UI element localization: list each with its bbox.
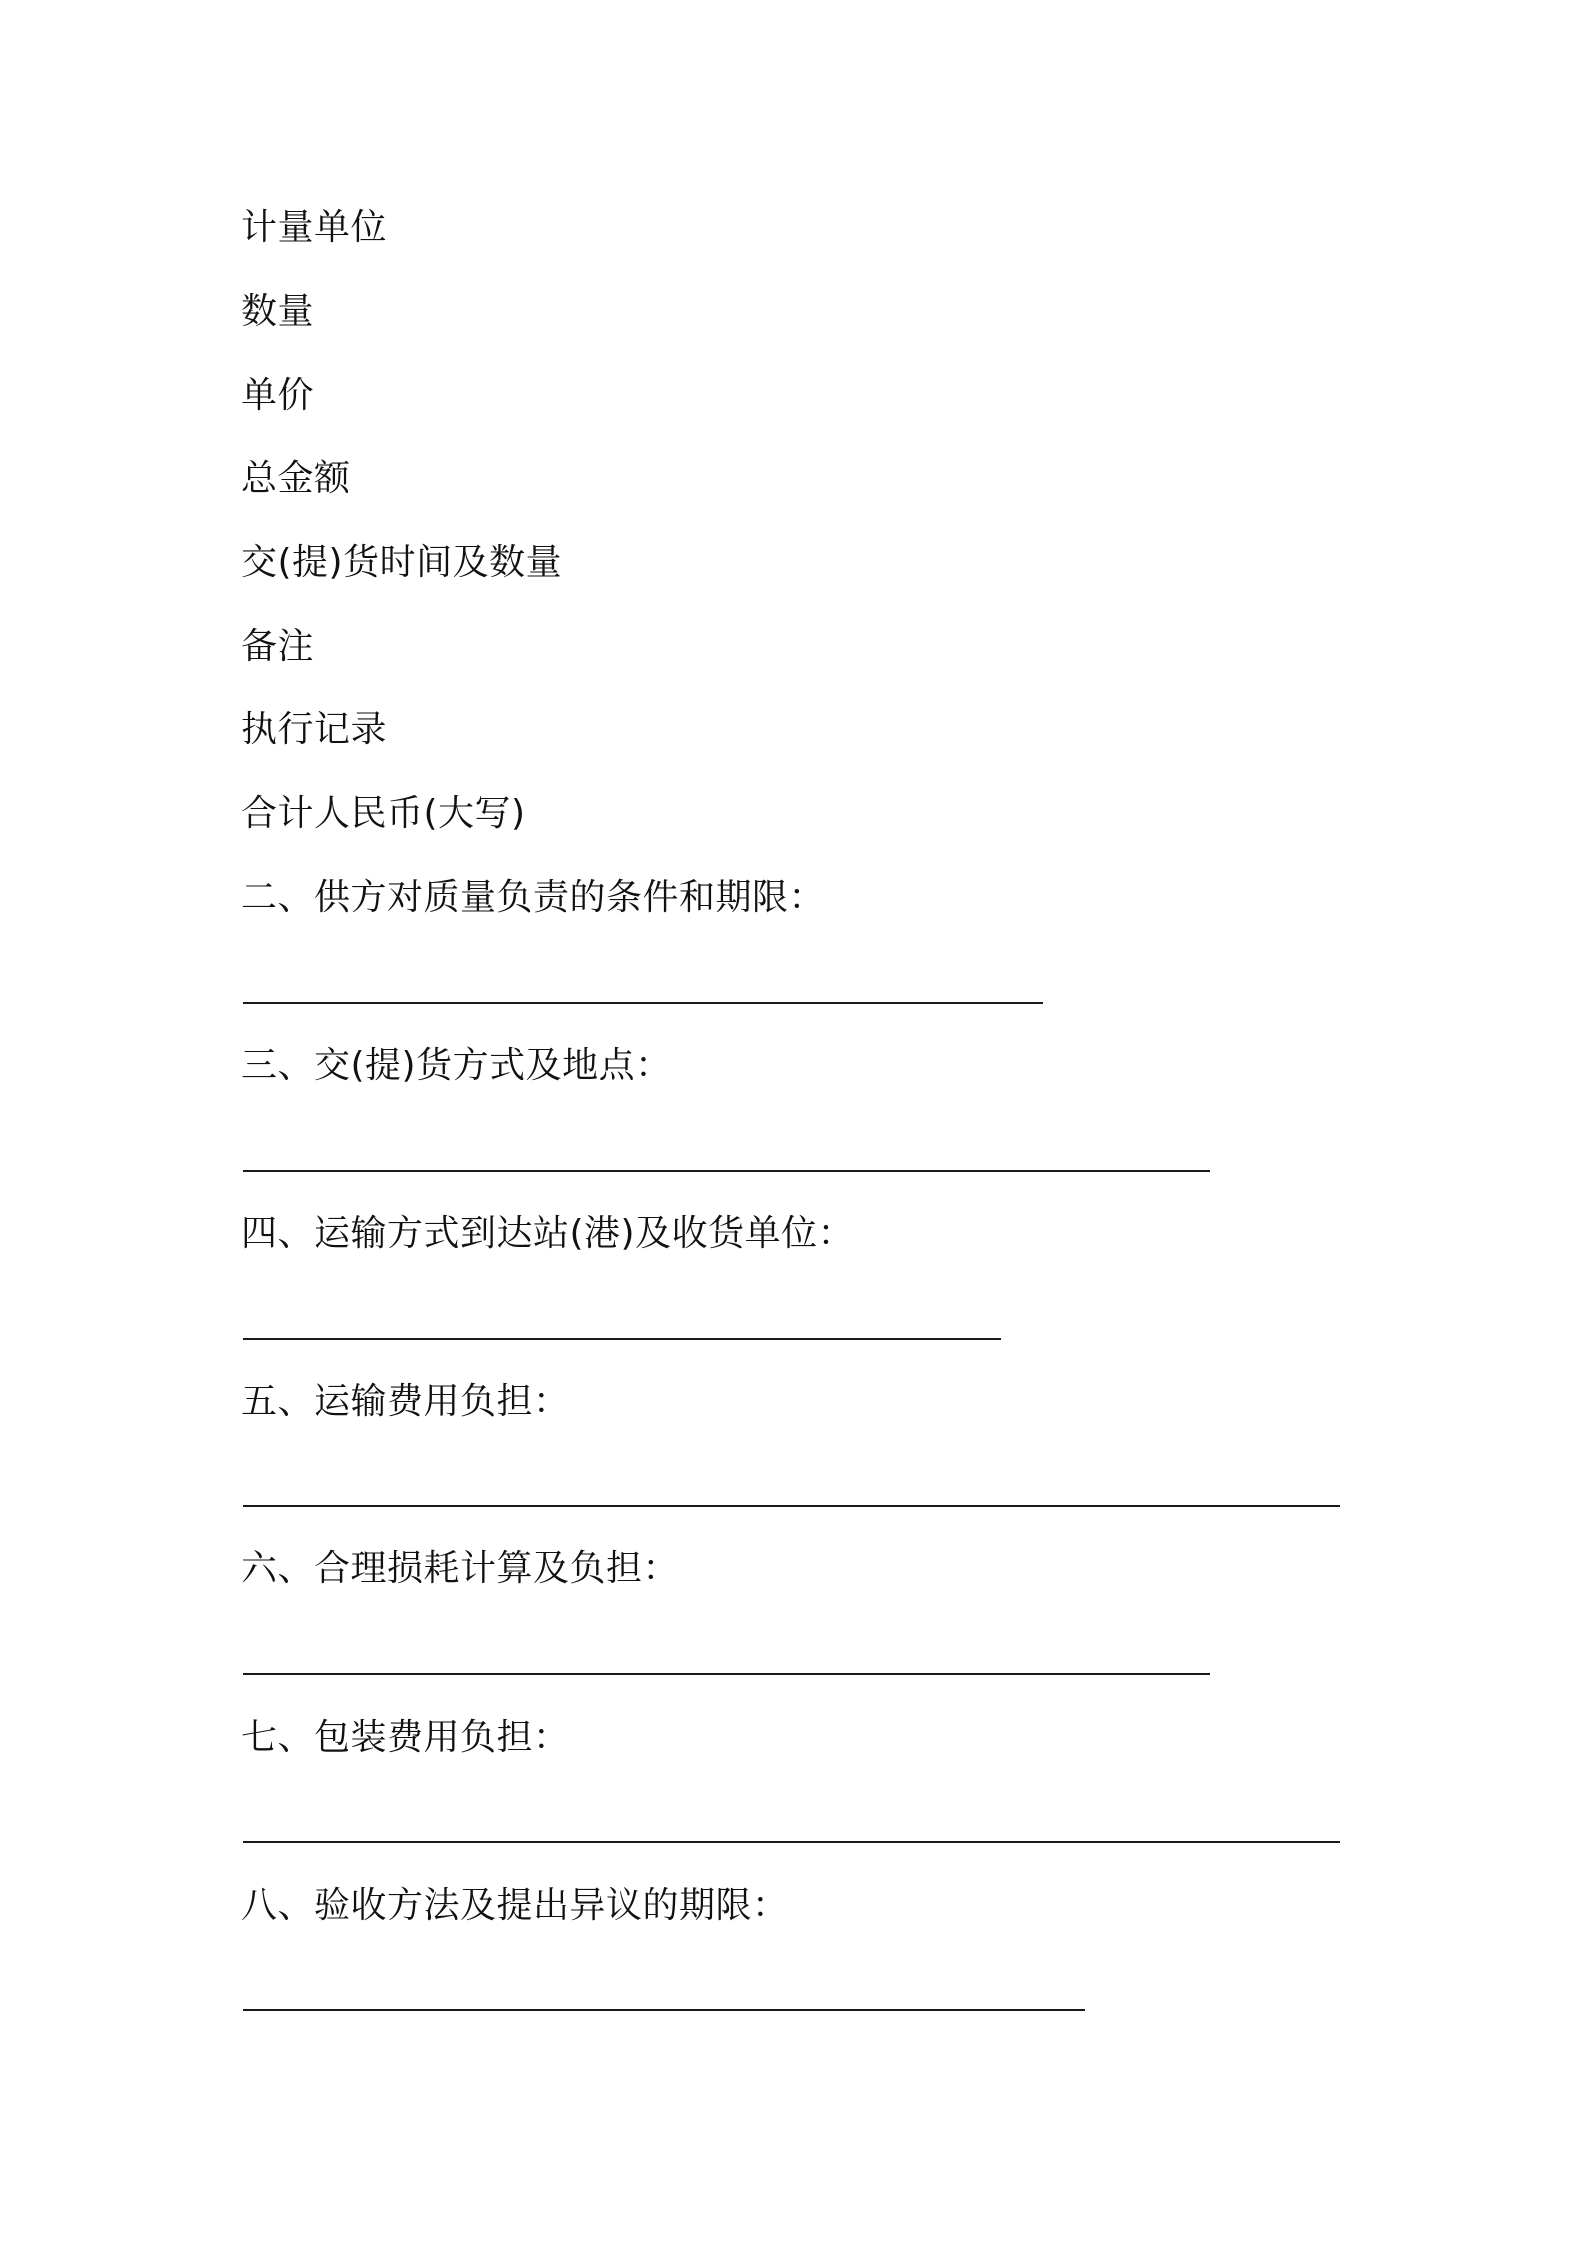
field-quantity: 数量 xyxy=(241,291,315,332)
section-heading-loss-calculation: 六、合理损耗计算及负担： xyxy=(241,1548,680,1589)
fill-in-line-inspection xyxy=(243,2009,1085,2011)
field-execution-record: 执行记录 xyxy=(241,709,388,750)
field-total-amount: 总金额 xyxy=(241,458,351,499)
field-total-rmb-uppercase: 合计人民币(大写) xyxy=(241,793,526,834)
fill-in-line-packaging-cost xyxy=(243,1841,1340,1843)
section-heading-transport-cost: 五、运输费用负担： xyxy=(241,1381,570,1422)
field-remarks: 备注 xyxy=(241,626,315,667)
section-heading-transport-method: 四、运输方式到达站(港)及收货单位： xyxy=(241,1213,855,1254)
fill-in-line-transport-method xyxy=(243,1338,1001,1340)
field-measurement-unit: 计量单位 xyxy=(241,207,388,248)
section-heading-delivery-method: 三、交(提)货方式及地点： xyxy=(241,1045,672,1086)
fill-in-line-loss-calculation xyxy=(243,1673,1210,1675)
field-unit-price: 单价 xyxy=(241,375,315,416)
section-heading-inspection: 八、验收方法及提出异议的期限： xyxy=(241,1885,789,1926)
section-heading-quality: 二、供方对质量负责的条件和期限： xyxy=(241,877,826,918)
fill-in-line-delivery-method xyxy=(243,1170,1210,1172)
fill-in-line-transport-cost xyxy=(243,1505,1340,1507)
field-delivery-time-quantity: 交(提)货时间及数量 xyxy=(241,542,563,583)
fill-in-line-quality xyxy=(243,1002,1043,1004)
section-heading-packaging-cost: 七、包装费用负担： xyxy=(241,1717,570,1758)
